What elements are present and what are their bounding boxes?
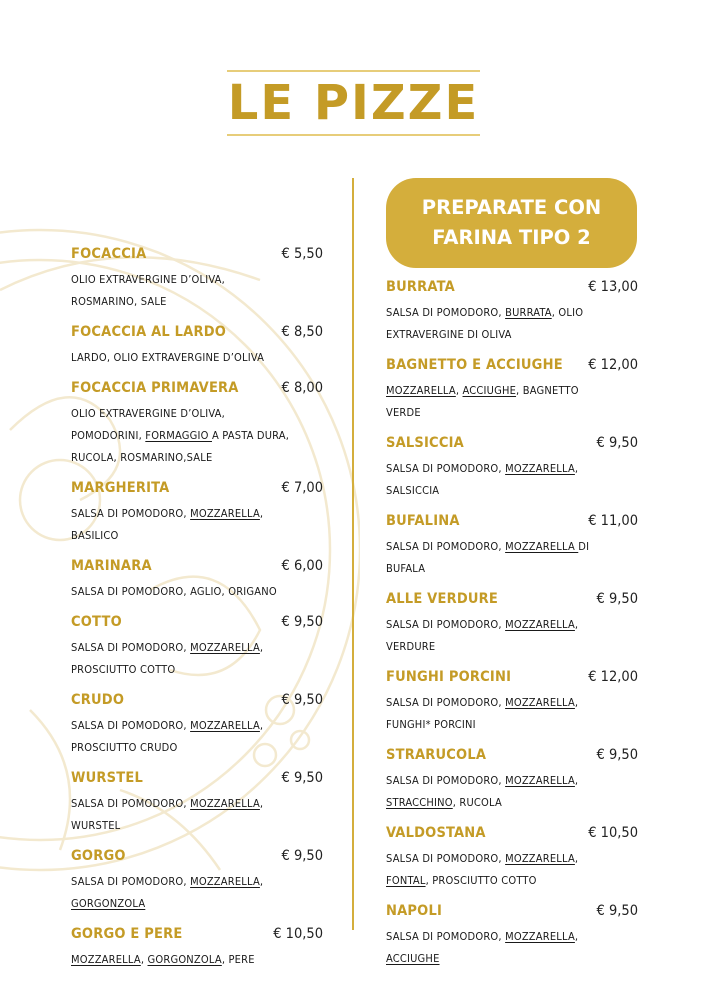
menu-item-name: NAPOLI — [386, 903, 443, 919]
description-line — [71, 815, 323, 837]
description-line — [386, 948, 638, 970]
menu-item-description — [71, 871, 323, 915]
ingredient-text: , PROSCIUTTO COTTO — [425, 874, 537, 887]
menu-item-header — [386, 591, 638, 614]
menu-item-price: € 9,50 — [281, 614, 323, 630]
ingredient-text: , RUCOLA — [452, 796, 502, 809]
description-line — [386, 870, 638, 892]
ingredient-text: PROSCIUTTO COTTO — [71, 663, 176, 676]
description-line — [386, 302, 638, 324]
description-line — [71, 525, 323, 547]
menu-item-price: € 9,50 — [596, 591, 638, 607]
menu-item — [71, 848, 323, 915]
menu-item-header — [386, 435, 638, 458]
menu-item-description — [386, 926, 638, 970]
description-line — [386, 848, 638, 870]
description-line — [71, 291, 323, 313]
ingredient-highlight: BURRATA — [505, 306, 552, 319]
description-line — [71, 347, 323, 369]
ingredient-highlight: MOZZARELLA — [190, 507, 260, 520]
description-line — [386, 380, 638, 402]
menu-item — [386, 903, 638, 970]
ingredient-highlight: MOZZARELLA — [505, 462, 575, 475]
ingredient-text: WURSTEL — [71, 819, 121, 832]
description-line — [386, 770, 638, 792]
ingredient-highlight: MOZZARELLA — [505, 852, 575, 865]
menu-item-header — [71, 380, 323, 403]
ingredient-text: A PASTA DURA, — [211, 429, 290, 442]
menu-item-header — [386, 357, 638, 380]
ingredient-text: SALSA DI POMODORO, — [386, 696, 506, 709]
menu-item-description — [386, 770, 638, 814]
menu-item — [386, 825, 638, 892]
ingredient-text: , — [259, 719, 264, 732]
ingredient-highlight: STRACCHINO — [386, 796, 453, 809]
description-line — [71, 403, 323, 425]
menu-item — [71, 380, 323, 469]
ingredient-text: , — [259, 875, 264, 888]
ingredient-text: EXTRAVERGINE DI OLIVA — [386, 328, 512, 341]
description-line — [386, 714, 638, 736]
ingredient-text: DI — [578, 540, 590, 553]
menu-item — [386, 513, 638, 580]
ingredient-text: POMODORINI, — [71, 429, 146, 442]
ingredient-text: SALSA DI POMODORO, AGLIO, ORIGANO — [71, 585, 277, 598]
menu-item-description — [386, 302, 638, 346]
description-line — [71, 637, 323, 659]
menu-item-price: € 9,50 — [596, 747, 638, 763]
ingredient-highlight: MOZZARELLA — [190, 719, 260, 732]
ingredient-highlight: ACCIUGHE — [462, 384, 517, 397]
menu-item-description — [386, 848, 638, 892]
menu-item-name: ALLE VERDURE — [386, 591, 499, 607]
ingredient-text: LARDO, OLIO EXTRAVERGINE D’OLIVA — [71, 351, 265, 364]
ingredient-highlight: GORGONZOLA — [147, 953, 222, 966]
menu-item-header — [71, 770, 323, 793]
ingredient-highlight: FORMAGGIO — [145, 429, 212, 442]
menu-item — [71, 926, 323, 971]
menu-item-name: FOCACCIA AL LARDO — [71, 324, 227, 340]
menu-item-description — [71, 637, 323, 681]
ingredient-text: SALSA DI POMODORO, — [71, 797, 191, 810]
menu-item-price: € 10,50 — [588, 825, 638, 841]
title-bottom-rule — [227, 134, 480, 136]
menu-item — [386, 435, 638, 502]
menu-item-name: BUFALINA — [386, 513, 460, 529]
ingredient-text: , — [574, 462, 579, 475]
menu-item-header — [386, 513, 638, 536]
menu-item-name: BURRATA — [386, 279, 455, 295]
description-line — [386, 926, 638, 948]
menu-item-price: € 7,00 — [281, 480, 323, 496]
menu-item-header — [71, 614, 323, 637]
menu-item — [71, 324, 323, 369]
ingredient-text: , BAGNETTO — [516, 384, 579, 397]
ingredient-highlight: ACCIUGHE — [386, 952, 440, 965]
menu-item-header — [386, 747, 638, 770]
menu-item-header — [71, 848, 323, 871]
menu-item — [71, 770, 323, 837]
menu-item — [386, 669, 638, 736]
description-line — [386, 458, 638, 480]
description-line — [71, 581, 323, 603]
menu-item-description — [71, 581, 323, 603]
menu-item — [386, 357, 638, 424]
description-line — [386, 636, 638, 658]
ingredient-text: FUNGHI* PORCINI — [386, 718, 476, 731]
menu-item-description — [71, 503, 323, 547]
menu-item — [71, 558, 323, 603]
menu-item-name: VALDOSTANA — [386, 825, 486, 841]
description-line — [71, 737, 323, 759]
menu-item-header — [71, 324, 323, 347]
ingredient-highlight: MOZZARELLA — [505, 930, 575, 943]
ingredient-text: VERDURE — [386, 640, 436, 653]
ingredient-text: , — [259, 507, 264, 520]
menu-item-description — [71, 403, 323, 469]
description-line — [386, 558, 638, 580]
badge-line-2: FARINA TIPO 2 — [432, 226, 591, 249]
ingredient-highlight: MOZZARELLA — [505, 618, 575, 631]
menu-item-header — [71, 926, 323, 949]
menu-item-price: € 8,50 — [281, 324, 323, 340]
menu-item-name: CRUDO — [71, 692, 125, 708]
menu-item-price: € 9,50 — [281, 692, 323, 708]
menu-item-name: MARINARA — [71, 558, 152, 574]
menu-item-price: € 9,50 — [281, 848, 323, 864]
description-line — [71, 949, 323, 971]
description-line — [386, 480, 638, 502]
menu-item-name: BAGNETTO E ACCIUGHE — [386, 357, 563, 373]
menu-item-name: FOCACCIA — [71, 246, 147, 262]
ingredient-text: RUCOLA, ROSMARINO,SALE — [71, 451, 213, 464]
ingredient-text: PROSCIUTTO CRUDO — [71, 741, 178, 754]
ingredient-text: ROSMARINO, SALE — [71, 295, 167, 308]
ingredient-text: SALSA DI POMODORO, — [386, 540, 506, 553]
menu-item-price: € 11,00 — [588, 513, 638, 529]
description-line — [71, 715, 323, 737]
ingredient-text: SALSA DI POMODORO, — [386, 774, 506, 787]
menu-item — [71, 614, 323, 681]
menu-item-price: € 9,50 — [596, 435, 638, 451]
menu-item-header — [386, 825, 638, 848]
right-menu-column — [386, 279, 638, 981]
menu-item-name: STRARUCOLA — [386, 747, 487, 763]
menu-item — [386, 279, 638, 346]
column-divider — [352, 178, 354, 930]
ingredient-text: SALSA DI POMODORO, — [386, 618, 506, 631]
menu-item-description — [71, 949, 323, 971]
menu-item-name: COTTO — [71, 614, 122, 630]
menu-item — [386, 591, 638, 658]
menu-item-description — [386, 692, 638, 736]
description-line — [71, 447, 323, 469]
ingredient-text: , — [259, 641, 264, 654]
ingredient-text: , — [574, 774, 579, 787]
ingredient-highlight: MOZZARELLA — [190, 641, 260, 654]
ingredient-text: , — [140, 953, 148, 966]
menu-item-description — [386, 614, 638, 658]
menu-item-name: WURSTEL — [71, 770, 143, 786]
menu-item-price: € 9,50 — [596, 903, 638, 919]
menu-item-name: FOCACCIA PRIMAVERA — [71, 380, 239, 396]
menu-item-price: € 12,00 — [588, 357, 638, 373]
description-line — [386, 614, 638, 636]
description-line — [71, 659, 323, 681]
ingredient-text: SALSA DI POMODORO, — [386, 306, 506, 319]
menu-item-name: GORGO E PERE — [71, 926, 183, 942]
ingredient-text: , — [574, 852, 579, 865]
menu-item-header — [71, 480, 323, 503]
ingredient-text: BUFALA — [386, 562, 426, 575]
menu-item — [386, 747, 638, 814]
ingredient-text: , — [574, 696, 579, 709]
left-menu-column — [71, 246, 323, 982]
description-line — [71, 793, 323, 815]
ingredient-text: SALSA DI POMODORO, — [386, 930, 506, 943]
description-line — [386, 792, 638, 814]
ingredient-text: SALSA DI POMODORO, — [386, 852, 506, 865]
ingredient-text: SALSA DI POMODORO, — [71, 875, 191, 888]
menu-item-header — [386, 903, 638, 926]
menu-item-name: SALSICCIA — [386, 435, 464, 451]
ingredient-highlight: MOZZARELLA — [71, 953, 141, 966]
page-title: LE PIZZE — [227, 75, 480, 131]
ingredient-text: SALSA DI POMODORO, — [71, 641, 191, 654]
title-top-rule — [227, 70, 480, 72]
menu-item-price: € 5,50 — [281, 246, 323, 262]
ingredient-highlight: FONTAL — [386, 874, 426, 887]
ingredient-text: OLIO EXTRAVERGINE D’OLIVA, — [71, 407, 225, 420]
menu-item-header — [386, 669, 638, 692]
ingredient-text: SALSICCIA — [386, 484, 440, 497]
menu-item — [71, 692, 323, 759]
menu-item-price: € 10,50 — [273, 926, 323, 942]
menu-item-header — [71, 692, 323, 715]
badge-line-1: PREPARATE CON — [421, 196, 602, 219]
description-line — [71, 269, 323, 291]
flour-type-badge — [386, 178, 637, 268]
ingredient-highlight: GORGONZOLA — [71, 897, 146, 910]
menu-item — [71, 480, 323, 547]
ingredient-highlight: MOZZARELLA — [505, 540, 579, 553]
menu-item-description — [386, 536, 638, 580]
ingredient-highlight: MOZZARELLA — [190, 875, 260, 888]
menu-item-name: GORGO — [71, 848, 126, 864]
ingredient-text: OLIO EXTRAVERGINE D’OLIVA, — [71, 273, 225, 286]
menu-item-name: FUNGHI PORCINI — [386, 669, 512, 685]
menu-item-description — [71, 347, 323, 369]
description-line — [386, 536, 638, 558]
ingredient-highlight: MOZZARELLA — [386, 384, 456, 397]
ingredient-text: , — [455, 384, 463, 397]
ingredient-text: SALSA DI POMODORO, — [71, 719, 191, 732]
ingredient-text: SALSA DI POMODORO, — [71, 507, 191, 520]
menu-item-name: MARGHERITA — [71, 480, 170, 496]
menu-item-description — [386, 380, 638, 424]
ingredient-highlight: MOZZARELLA — [505, 774, 575, 787]
menu-item-header — [71, 558, 323, 581]
ingredient-text: , — [574, 930, 579, 943]
description-line — [386, 402, 638, 424]
description-line — [71, 425, 323, 447]
menu-item-header — [386, 279, 638, 302]
menu-item-description — [71, 715, 323, 759]
ingredient-text: , PERE — [221, 953, 255, 966]
menu-item-price: € 8,00 — [281, 380, 323, 396]
description-line — [71, 871, 323, 893]
ingredient-text: , — [574, 618, 579, 631]
ingredient-text: , OLIO — [551, 306, 584, 319]
description-line — [386, 324, 638, 346]
menu-item-price: € 9,50 — [281, 770, 323, 786]
ingredient-highlight: MOZZARELLA — [190, 797, 260, 810]
menu-item-description — [71, 793, 323, 837]
ingredient-text: SALSA DI POMODORO, — [386, 462, 506, 475]
ingredient-text: VERDE — [386, 406, 421, 419]
description-line — [71, 893, 323, 915]
menu-item-price: € 12,00 — [588, 669, 638, 685]
menu-item-header — [71, 246, 323, 269]
ingredient-text: , — [259, 797, 264, 810]
menu-item — [71, 246, 323, 313]
description-line — [71, 503, 323, 525]
menu-item-price: € 6,00 — [281, 558, 323, 574]
description-line — [386, 692, 638, 714]
menu-item-price: € 13,00 — [588, 279, 638, 295]
menu-item-description — [386, 458, 638, 502]
ingredient-highlight: MOZZARELLA — [505, 696, 575, 709]
title-block — [227, 70, 480, 136]
ingredient-text: BASILICO — [71, 529, 119, 542]
menu-item-description — [71, 269, 323, 313]
